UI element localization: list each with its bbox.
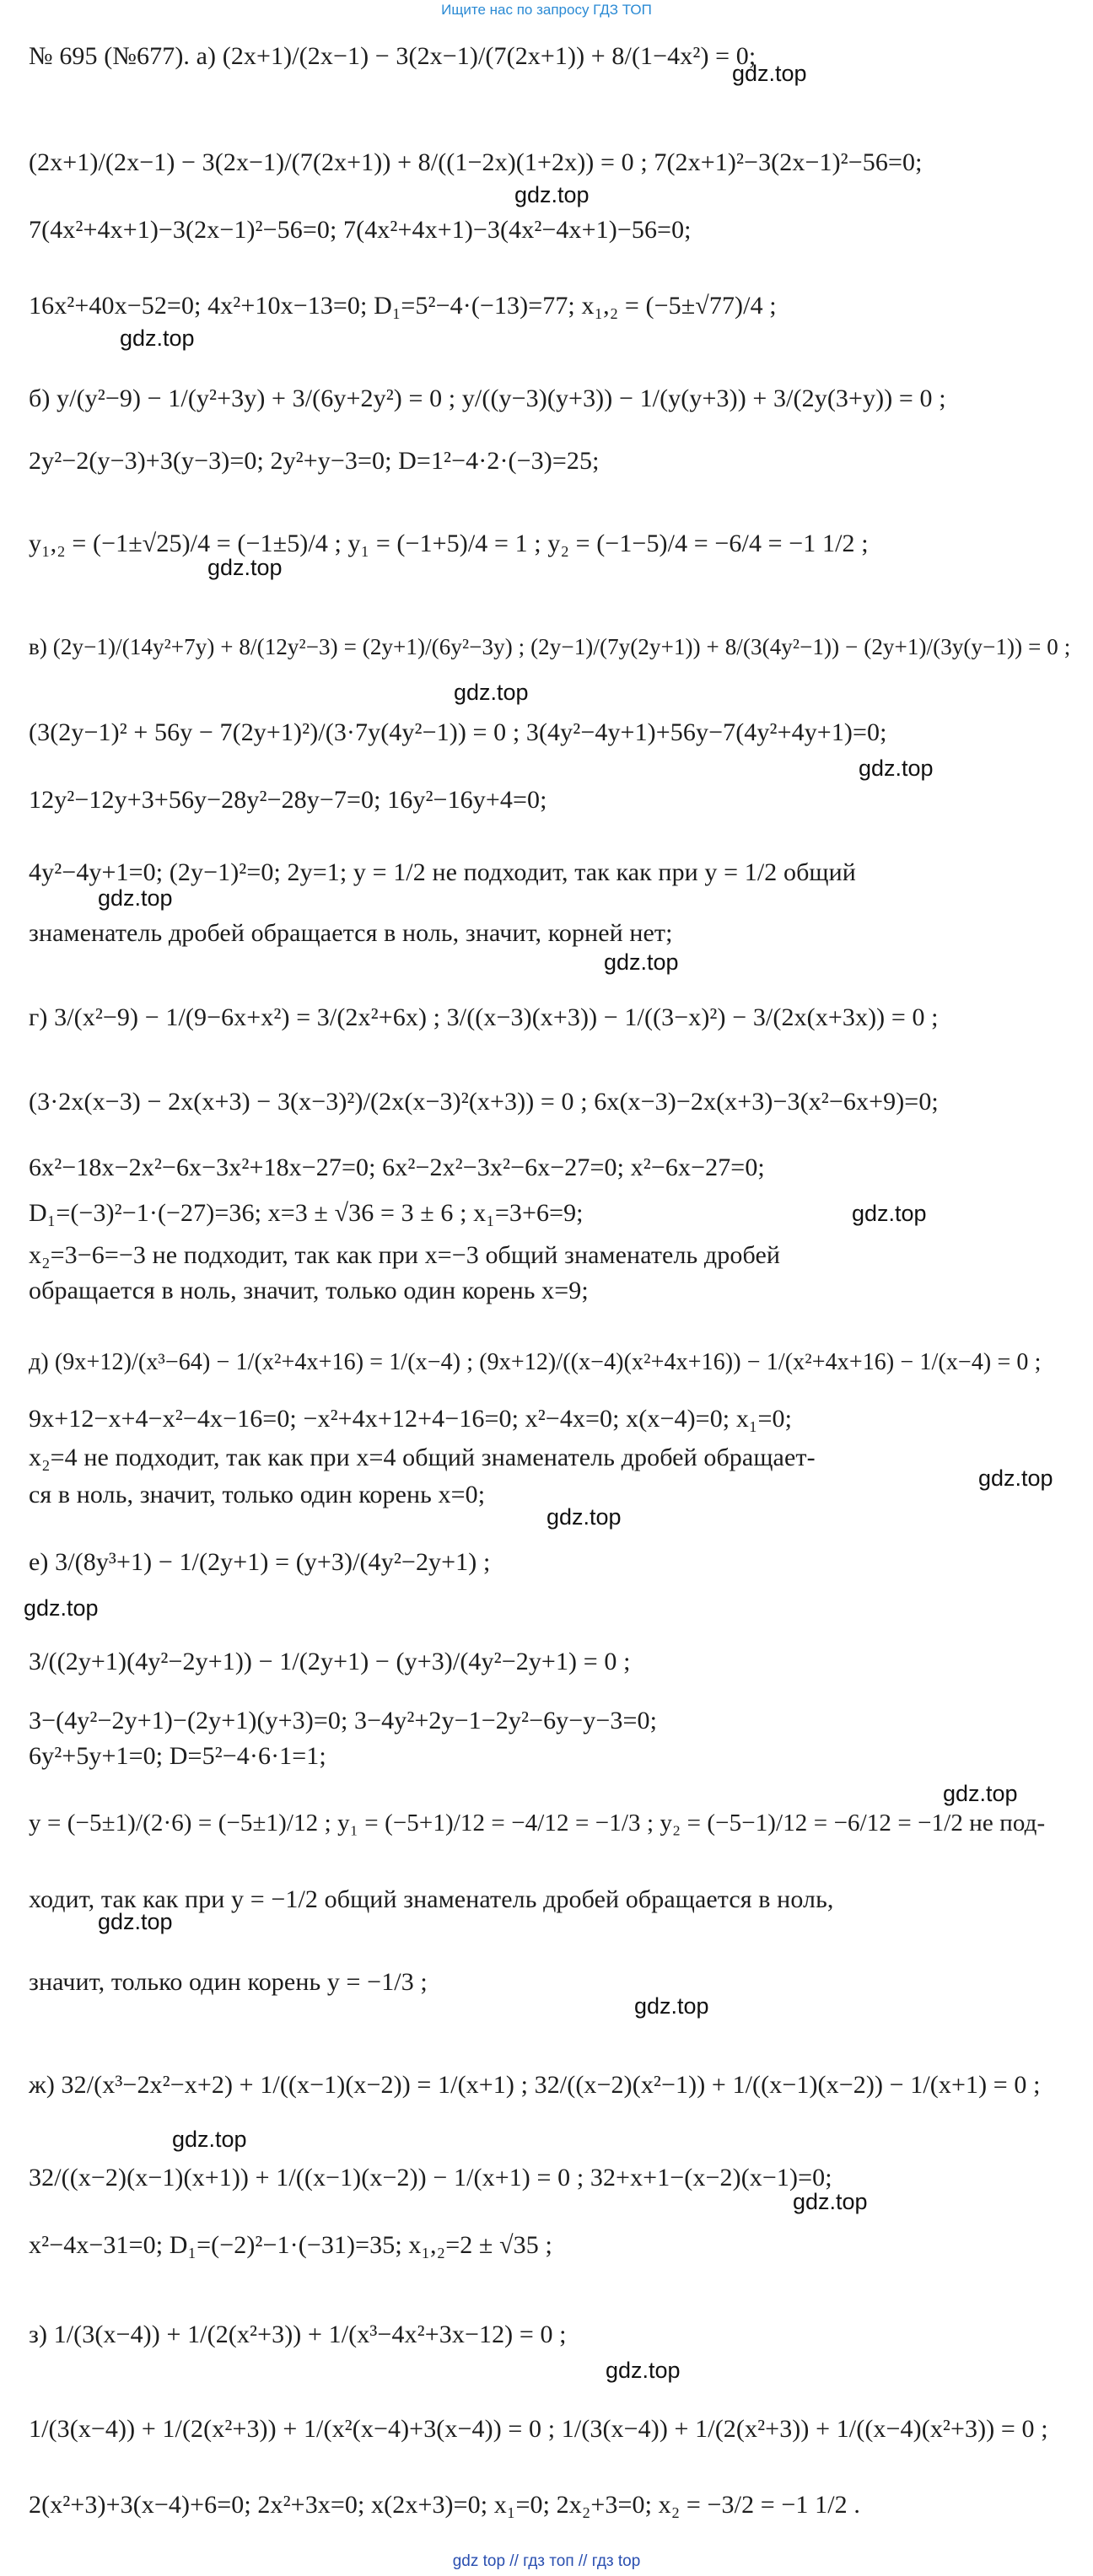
- line-17: x₂=3−6=−3 не подходит, так как при x=−3 общий знаменатель дробей: [29, 1241, 781, 1269]
- line-30: ж) 32/(x³−2x²−x+2) + 1/((x−1)(x−2)) = 1/(x+1) ; 32/((x−2)(x²−1)) + 1/((x−1)(x−2)) − 1/(x+1) = 0 ;: [29, 2071, 1041, 2099]
- watermark: gdz.top: [98, 1909, 173, 1934]
- search-banner[interactable]: Ищите нас по запросу ГДЗ ТОП: [441, 2, 652, 18]
- watermark: gdz.top: [852, 1201, 927, 1226]
- line-9: (3(2y−1)² + 56y − 7(2y+1)²)/(3·7y(4y²−1)) = 0 ; 3(4y²−4y+1)+56y−7(4y²+4y+1)=0;: [29, 718, 887, 746]
- line-21: x₂=4 не подходит, так как при x=4 общий знаменатель дробей обращает-: [29, 1444, 816, 1471]
- line-10: 12y²−12y+3+56y−28y²−28y−7=0; 16y²−16y+4=0;: [29, 786, 547, 814]
- line-35: 2(x²+3)+3(x−4)+6=0; 2x²+3x=0; x(2x+3)=0; x₁=0; 2x₂+3=0; x₂ = −3/2 = −1 1/2 .: [29, 2491, 860, 2519]
- line-3: 7(4x²+4x+1)−3(2x−1)²−56=0; 7(4x²+4x+1)−3(4x²−4x+1)−56=0;: [29, 216, 692, 244]
- watermark: gdz.top: [24, 1595, 99, 1621]
- watermark: gdz.top: [943, 1781, 1018, 1806]
- line-5: б) y/(y²−9) − 1/(y²+3y) + 3/(6y+2y²) = 0 ; y/((y−3)(y+3)) − 1/(y(y+3)) + 3/(2y(3+y)) = 0 ;: [29, 385, 946, 412]
- line-6: 2y²−2(y−3)+3(y−3)=0; 2y²+y−3=0; D=1²−4·2·(−3)=25;: [29, 447, 600, 475]
- line-15: 6x²−18x−2x²−6x−3x²+18x−27=0; 6x²−2x²−3x²−6x−27=0; x²−6x−27=0;: [29, 1154, 765, 1181]
- watermark: gdz.top: [454, 680, 529, 705]
- watermark: gdz.top: [546, 1504, 622, 1530]
- line-25: 3−(4y²−2y+1)−(2y+1)(y+3)=0; 3−4y²+2y−1−2y²−6y−y−3=0;: [29, 1707, 658, 1734]
- line-2: (2x+1)/(2x−1) − 3(2x−1)/(7(2x+1)) + 8/((1−2x)(1+2x)) = 0 ; 7(2x+1)²−3(2x−1)²−56=0;: [29, 148, 923, 176]
- watermark: gdz.top: [98, 885, 173, 911]
- watermark: gdz.top: [604, 949, 679, 975]
- line-33: з) 1/(3(x−4)) + 1/(2(x²+3)) + 1/(x³−4x²+3x−12) = 0 ;: [29, 2321, 567, 2348]
- line-20: 9x+12−x+4−x²−4x−16=0; −x²+4x+12+4−16=0; x²−4x=0; x(x−4)=0; x₁=0;: [29, 1405, 793, 1433]
- line-19: д) (9x+12)/(x³−64) − 1/(x²+4x+16) = 1/(x−4) ; (9x+12)/((x−4)(x²+4x+16)) − 1/(x²+4x+16) − 1/(x−4) = 0 ;: [29, 1349, 1042, 1375]
- watermark: gdz.top: [514, 182, 590, 207]
- line-24: 3/((2y+1)(4y²−2y+1)) − 1/(2y+1) − (y+3)/(4y²−2y+1) = 0 ;: [29, 1648, 631, 1675]
- watermark: gdz.top: [793, 2189, 868, 2214]
- line-29: значит, только один корень y = −1/3 ;: [29, 1968, 428, 1996]
- watermark: gdz.top: [120, 325, 195, 351]
- line-26: 6y²+5y+1=0; D=5²−4·6·1=1;: [29, 1742, 326, 1770]
- line-11: 4y²−4y+1=0; (2y−1)²=0; 2y=1; y = 1/2 не подходит, так как при y = 1/2 общий: [29, 858, 856, 886]
- watermark: gdz.top: [859, 756, 934, 781]
- line-18: обращается в ноль, значит, только один корень x=9;: [29, 1277, 589, 1304]
- watermark: gdz.top: [172, 2127, 247, 2152]
- line-31: 32/((x−2)(x−1)(x+1)) + 1/((x−1)(x−2)) − 1/(x+1) = 0 ; 32+x+1−(x−2)(x−1)=0;: [29, 2164, 832, 2191]
- line-8: в) (2y−1)/(14y²+7y) + 8/(12y²−3) = (2y+1)/(6y²−3y) ; (2y−1)/(7y(2y+1)) + 8/(3(4y²−1)) − (2y+1)/(3y(y−1)) = 0 ;: [29, 634, 1071, 659]
- line-32: x²−4x−31=0; D₁=(−2)²−1·(−31)=35; x₁,₂=2 ± √35 ;: [29, 2231, 552, 2259]
- line-1: № 695 (№677). а) (2x+1)/(2x−1) − 3(2x−1)/(7(2x+1)) + 8/(1−4x²) = 0;: [29, 42, 756, 70]
- watermark: gdz.top: [634, 1993, 709, 2019]
- line-23: е) 3/(8y³+1) − 1/(2y+1) = (y+3)/(4y²−2y+1) ;: [29, 1548, 491, 1576]
- watermark: gdz.top: [978, 1465, 1053, 1491]
- line-12: знаменатель дробей обращается в ноль, значит, корней нет;: [29, 919, 673, 947]
- footer-links[interactable]: gdz top // гдз топ // гдз top: [452, 2552, 641, 2570]
- line-22: ся в ноль, значит, только один корень x=0;: [29, 1481, 486, 1508]
- watermark: gdz.top: [732, 61, 807, 86]
- line-14: (3·2x(x−3) − 2x(x+3) − 3(x−3)²)/(2x(x−3)²(x+3)) = 0 ; 6x(x−3)−2x(x+3)−3(x²−6x+9)=0;: [29, 1088, 939, 1116]
- watermark: gdz.top: [606, 2358, 681, 2383]
- line-34: 1/(3(x−4)) + 1/(2(x²+3)) + 1/(x²(x−4)+3(x−4)) = 0 ; 1/(3(x−4)) + 1/(2(x²+3)) + 1/((x−4)(x²+3)) = 0 ;: [29, 2415, 1048, 2443]
- line-27: y = (−5±1)/(2·6) = (−5±1)/12 ; y₁ = (−5+1)/12 = −4/12 = −1/3 ; y₂ = (−5−1)/12 = −6/12 = −1/2 не под-: [29, 1810, 1046, 1837]
- line-4: 16x²+40x−52=0; 4x²+10x−13=0; D₁=5²−4·(−13)=77; x₁,₂ = (−5±√77)/4 ;: [29, 292, 777, 320]
- line-7: y₁,₂ = (−1±√25)/4 = (−1±5)/4 ; y₁ = (−1+5)/4 = 1 ; y₂ = (−1−5)/4 = −6/4 = −1 1/2 ;: [29, 530, 869, 557]
- watermark: gdz.top: [207, 555, 283, 580]
- line-16: D₁=(−3)²−1·(−27)=36; x=3 ± √36 = 3 ± 6 ; x₁=3+6=9;: [29, 1199, 584, 1227]
- line-13: г) 3/(x²−9) − 1/(9−6x+x²) = 3/(2x²+6x) ; 3/((x−3)(x+3)) − 1/((3−x)²) − 3/(2x(x+3x)) = 0 ;: [29, 1003, 939, 1031]
- line-28: ходит, так как при y = −1/2 общий знаменатель дробей обращается в ноль,: [29, 1885, 834, 1913]
